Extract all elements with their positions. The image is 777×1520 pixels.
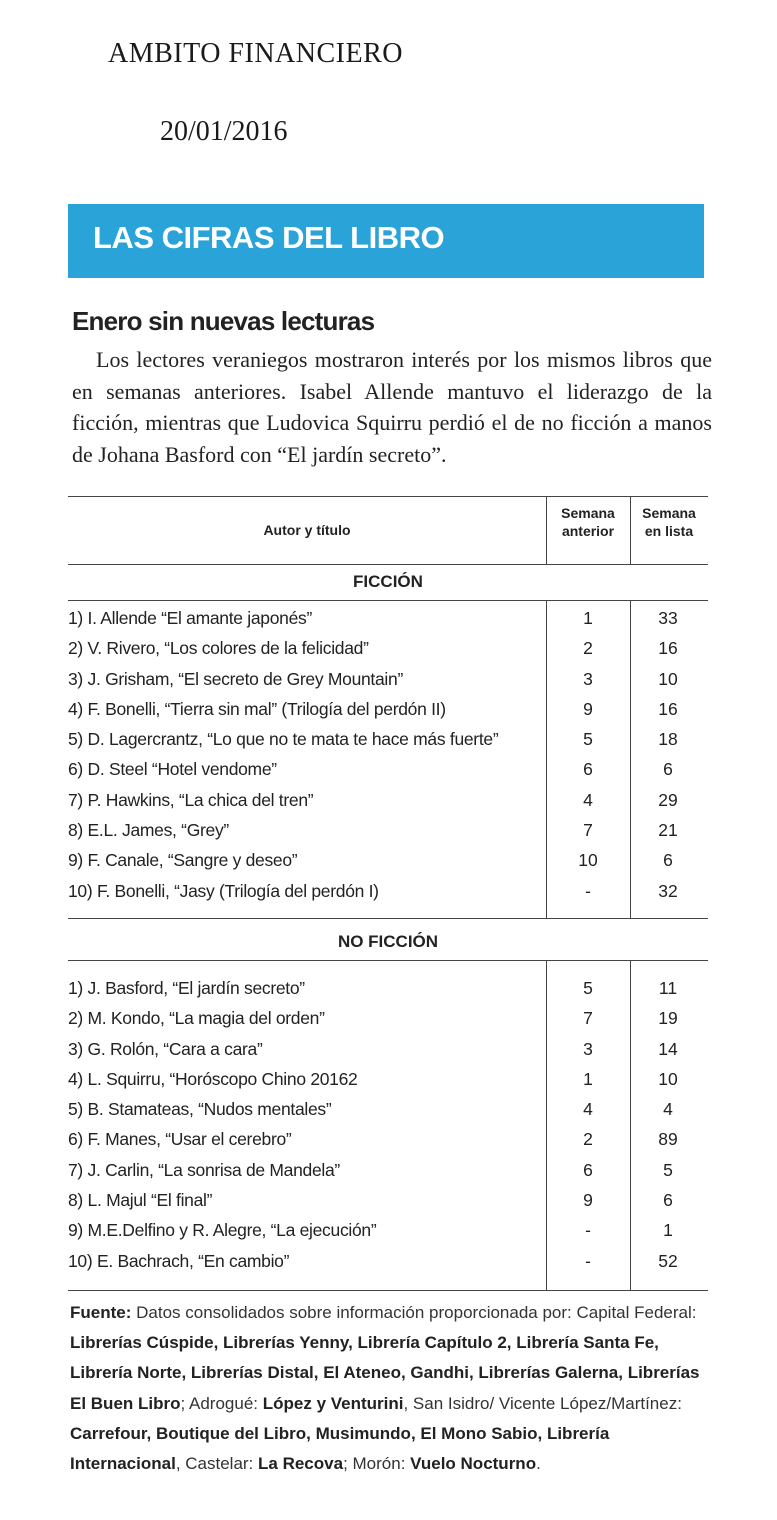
section-label-nonfiction: NO FICCIÓN bbox=[337, 932, 439, 951]
previous-week-rank: 1 bbox=[583, 1068, 593, 1089]
fiction-label-rule bbox=[68, 600, 708, 601]
col-header-title: Autor y título bbox=[263, 522, 351, 538]
previous-week-rank: 5 bbox=[583, 978, 593, 998]
previous-week-rank: 9 bbox=[583, 698, 593, 719]
table-row bbox=[68, 786, 708, 816]
book-title: 3) G. Rolón, “Cara a cara” bbox=[68, 1038, 263, 1059]
table-top-rule bbox=[68, 496, 708, 497]
col-header-weeks-line2: en lista bbox=[644, 523, 694, 539]
previous-week-rank: 7 bbox=[583, 820, 593, 841]
banner-title: LAS CIFRAS DEL LIBRO bbox=[93, 220, 445, 255]
source-note-bold-3: Carrefour, Boutique del Libro, Musimundo, El Mono Sabio, Librería Internacional bbox=[70, 1423, 610, 1474]
fiction-list bbox=[68, 604, 708, 907]
book-title: 6) D. Steel “Hotel vendome” bbox=[68, 759, 277, 780]
header-bottom-rule bbox=[68, 564, 708, 565]
table-row bbox=[68, 604, 708, 634]
article-headline: Enero sin nuevas lecturas bbox=[72, 306, 375, 336]
book-title: 10) E. Bachrach, “En cambio” bbox=[68, 1250, 290, 1271]
previous-week-rank: 4 bbox=[583, 1099, 593, 1120]
table-row bbox=[68, 1216, 708, 1246]
col-header-prev-line2: anterior bbox=[561, 523, 615, 539]
source-note-text-4: , Castelar: bbox=[175, 1454, 259, 1474]
previous-week-rank: - bbox=[585, 1220, 591, 1241]
table-row bbox=[68, 816, 708, 846]
nonfiction-list bbox=[68, 974, 708, 1277]
previous-week-rank: 3 bbox=[583, 1038, 593, 1059]
table-bottom-rule bbox=[68, 1290, 708, 1291]
weeks-on-list: 29 bbox=[658, 789, 678, 810]
col-header-prev-line1: Semana bbox=[561, 505, 615, 521]
book-title: 4) F. Bonelli, “Tierra sin mal” (Trilogía del perdón II) bbox=[68, 698, 446, 719]
previous-week-rank: 7 bbox=[583, 1008, 593, 1029]
table-row bbox=[68, 1125, 708, 1155]
publication-date: 20/01/2016 bbox=[160, 116, 288, 147]
weeks-on-list: 5 bbox=[663, 1159, 673, 1180]
weeks-on-list: 89 bbox=[658, 1129, 678, 1150]
table-row bbox=[68, 1065, 708, 1095]
source-name: AMBITO FINANCIERO bbox=[108, 38, 403, 69]
source-note-text-1: Datos consolidados sobre información proporcionada por: Capital Federal: bbox=[131, 1303, 697, 1322]
section-label-fiction: FICCIÓN bbox=[353, 572, 423, 591]
weeks-on-list: 18 bbox=[658, 729, 678, 750]
table-row bbox=[68, 877, 708, 907]
weeks-on-list: 6 bbox=[663, 759, 673, 780]
source-note-text-3: , San Isidro/ Vicente López/Martínez: bbox=[403, 1393, 682, 1413]
table-row bbox=[68, 1156, 708, 1186]
table-row bbox=[68, 1004, 708, 1034]
weeks-on-list: 33 bbox=[658, 608, 678, 628]
book-title: 5) D. Lagercrantz, “Lo que no te mata te hace más fuerte” bbox=[68, 729, 499, 750]
previous-week-rank: 3 bbox=[583, 668, 593, 689]
weeks-on-list: 16 bbox=[658, 638, 678, 659]
col-header-prev bbox=[546, 504, 630, 540]
weeks-on-list: 52 bbox=[658, 1250, 678, 1271]
weeks-on-list: 16 bbox=[658, 698, 678, 719]
table-row bbox=[68, 665, 708, 695]
book-title: 10) F. Bonelli, “Jasy (Trilogía del perdón I) bbox=[68, 880, 379, 901]
weeks-on-list: 19 bbox=[658, 1008, 678, 1029]
book-title: 1) J. Basford, “El jardín secreto” bbox=[68, 978, 305, 998]
book-title: 8) L. Majul “El final” bbox=[68, 1190, 213, 1211]
weeks-on-list: 21 bbox=[658, 820, 678, 841]
source-note-bold-1: Librerías Cúspide, Librerías Yenny, Librería Capítulo 2, Librería Santa Fe, Librería Norte, Librerías Distal, El Ateneo, Gandhi, Librerías Galerna, Librerías El Buen Libro bbox=[70, 1333, 700, 1413]
book-title: 6) F. Manes, “Usar el cerebro” bbox=[68, 1129, 292, 1150]
source-note bbox=[70, 1298, 710, 1479]
previous-week-rank: 6 bbox=[583, 1159, 593, 1180]
previous-week-rank: 5 bbox=[583, 729, 593, 750]
book-title: 5) B. Stamateas, “Nudos mentales” bbox=[68, 1099, 332, 1120]
weeks-on-list: 10 bbox=[658, 668, 678, 689]
weeks-on-list: 4 bbox=[663, 1099, 673, 1120]
previous-week-rank: 9 bbox=[583, 1190, 593, 1211]
previous-week-rank: 2 bbox=[583, 1129, 593, 1150]
source-note-bold-5: Vuelo Nocturno bbox=[410, 1454, 537, 1474]
section-banner bbox=[68, 204, 704, 278]
weeks-on-list: 1 bbox=[663, 1220, 673, 1241]
previous-week-rank: 10 bbox=[578, 850, 598, 871]
table-row bbox=[68, 695, 708, 725]
table-row bbox=[68, 846, 708, 876]
book-title: 3) J. Grisham, “El secreto de Grey Mountain” bbox=[68, 668, 403, 689]
table-row bbox=[68, 1186, 708, 1216]
weeks-on-list: 6 bbox=[663, 1190, 673, 1211]
book-title: 2) V. Rivero, “Los colores de la felicidad” bbox=[68, 638, 369, 659]
table-row bbox=[68, 634, 708, 664]
previous-week-rank: - bbox=[585, 880, 591, 901]
nonfiction-label-rule bbox=[68, 960, 708, 961]
previous-week-rank: 1 bbox=[583, 608, 593, 628]
book-title: 4) L. Squirru, “Horóscopo Chino 20162 bbox=[68, 1068, 358, 1089]
table-row bbox=[68, 725, 708, 755]
table-row bbox=[68, 1247, 708, 1277]
book-title: 7) J. Carlin, “La sonrisa de Mandela” bbox=[68, 1159, 340, 1180]
weeks-on-list: 11 bbox=[658, 978, 678, 998]
source-note-text-5: ; Morón: bbox=[343, 1454, 411, 1474]
previous-week-rank: - bbox=[585, 1250, 591, 1271]
book-title: 7) P. Hawkins, “La chica del tren” bbox=[68, 789, 314, 810]
col-header-weeks bbox=[630, 504, 708, 540]
previous-week-rank: 2 bbox=[583, 638, 593, 659]
weeks-on-list: 14 bbox=[658, 1038, 678, 1059]
source-note-bold-4: La Recova bbox=[258, 1454, 344, 1474]
source-note-label: Fuente: bbox=[70, 1303, 132, 1322]
table-row bbox=[68, 974, 708, 1004]
book-title: 9) M.E.Delfino y R. Alegre, “La ejecución” bbox=[68, 1220, 377, 1241]
source-note-bold-2: López y Venturini bbox=[262, 1393, 404, 1413]
book-title: 8) E.L. James, “Grey” bbox=[68, 820, 229, 841]
fiction-bottom-rule bbox=[68, 918, 708, 919]
table-row bbox=[68, 1035, 708, 1065]
previous-week-rank: 6 bbox=[583, 759, 593, 780]
previous-week-rank: 4 bbox=[583, 789, 593, 810]
source-note-text-2: ; Adrogué: bbox=[180, 1393, 263, 1413]
article-lead: Los lectores veraniegos mostraron interés por los mismos libros que en semanas anteriores. Isabel Allende mantuvo el liderazgo de la ficción, mientras que Ludovica Squirru perdió el de no ficción a manos de Johana Basford con “El jardín secreto”. bbox=[72, 347, 712, 467]
weeks-on-list: 6 bbox=[663, 850, 673, 871]
weeks-on-list: 10 bbox=[658, 1068, 678, 1089]
col-header-weeks-line1: Semana bbox=[642, 505, 696, 521]
weeks-on-list: 32 bbox=[658, 880, 678, 901]
table-row bbox=[68, 1095, 708, 1125]
source-note-text-6: . bbox=[536, 1454, 541, 1474]
book-title: 9) F. Canale, “Sangre y deseo” bbox=[68, 850, 298, 871]
book-title: 1) I. Allende “El amante japonés” bbox=[68, 608, 312, 628]
table-row bbox=[68, 755, 708, 785]
book-title: 2) M. Kondo, “La magia del orden” bbox=[68, 1008, 325, 1029]
